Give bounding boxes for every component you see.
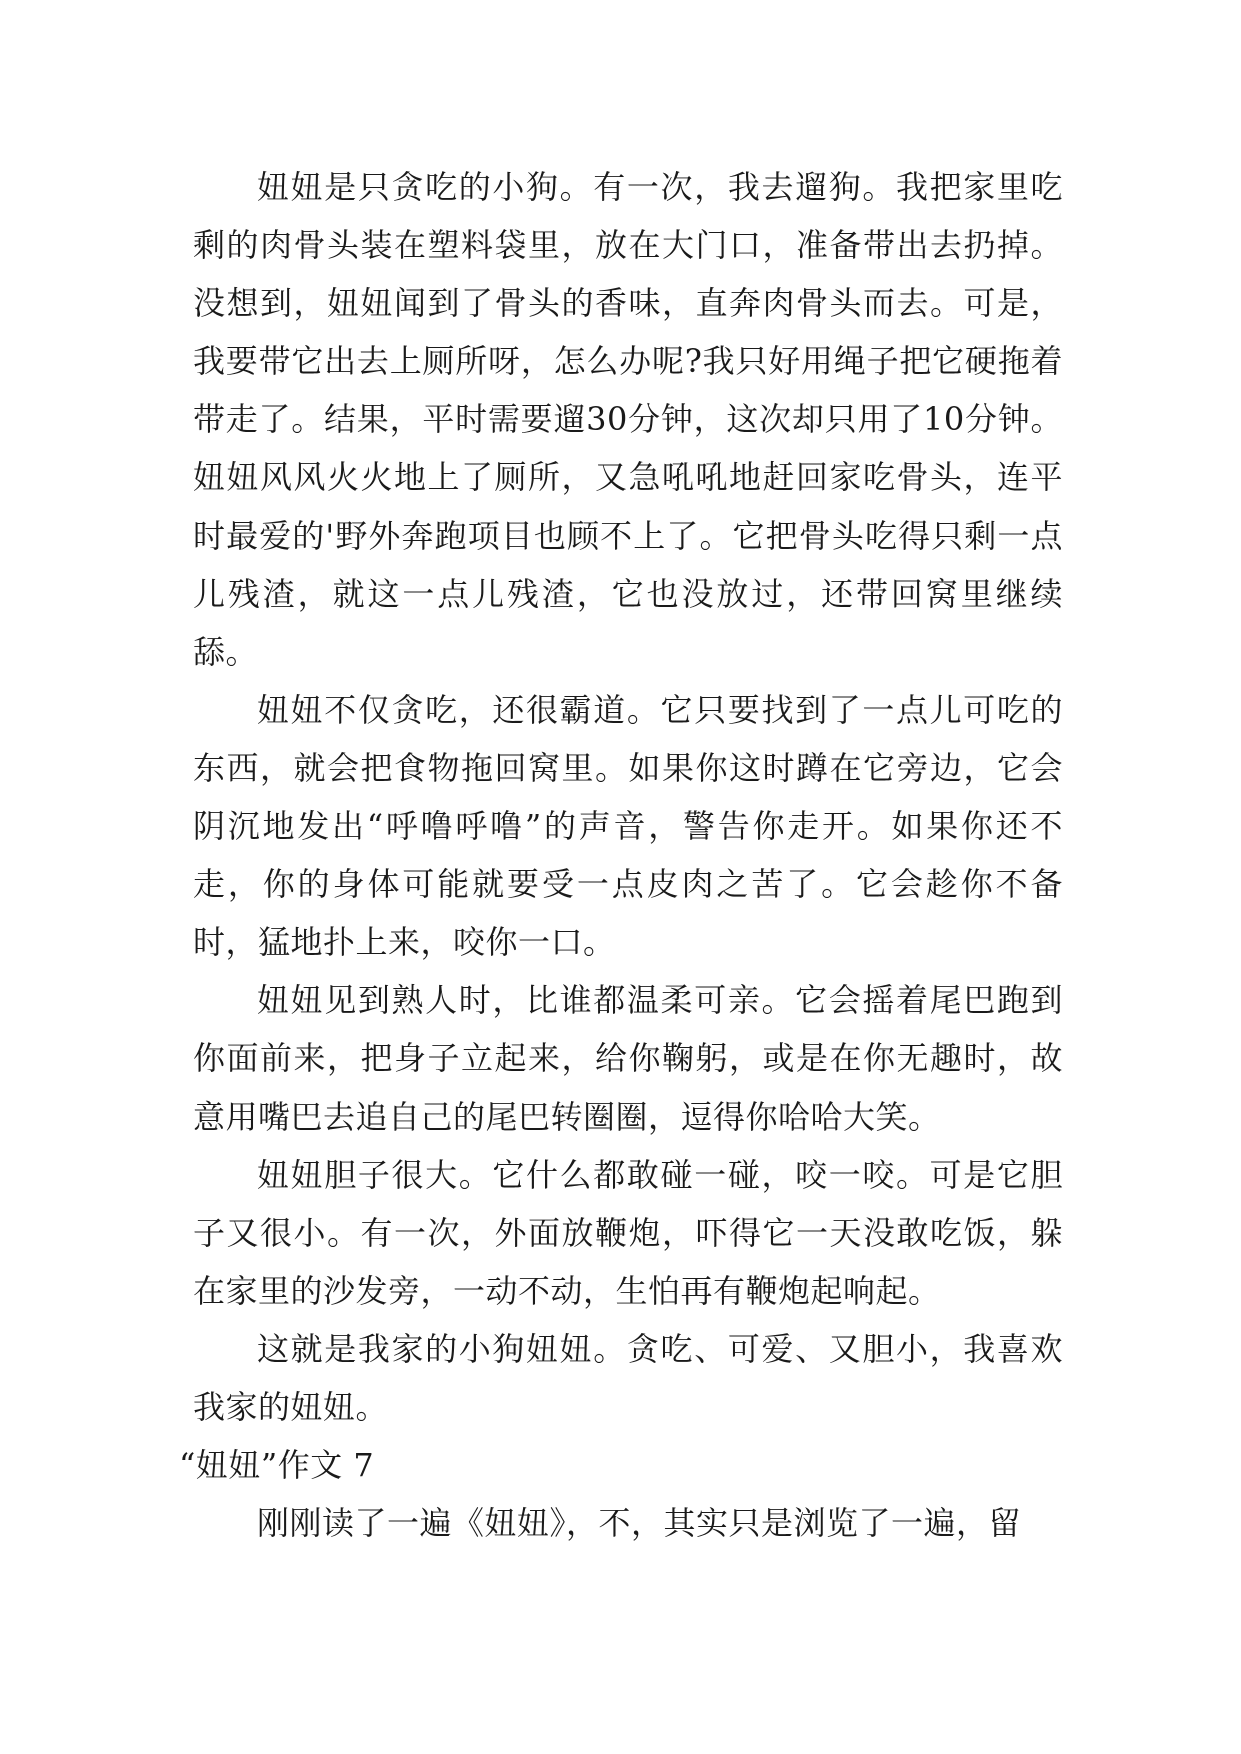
paragraph-timid: 妞妞胆子很大。它什么都敢碰一碰，咬一咬。可是它胆子又很小。有一次，外面放鞭炮，吓得它一天没敢吃饭，躲在家里的沙发旁，一动不动，生怕再有鞭炮起响起。 [193, 1155, 1063, 1310]
paragraph-greedy: 妞妞是只贪吃的小狗。有一次，我去遛狗。我把家里吃剩的肉骨头装在塑料袋里，放在大门口，准备带出去扔掉。没想到，妞妞闻到了骨头的香味，直奔肉骨头而去。可是，我要带它出去上厕所呀，怎么办呢?我只好用绳子把它硬拖着带走了。结果，平时需要遛30分钟，这次却只用了10分钟。妞妞风风火火地上了厕所，又急吼吼地赶回家吃骨头，连平时最爱的'野外奔跑项目也顾不上了。它把骨头吃得只剩一点儿残渣，就这一点儿残渣，它也没放过，还带回窝里继续舔。 [193, 168, 1063, 671]
paragraph-gentle: 妞妞见到熟人时，比谁都温柔可亲。它会摇着尾巴跑到你面前来，把身子立起来，给你鞠躬，或是在你无趣时，故意用嘴巴去追自己的尾巴转圈圈，逗得你哈哈大笑。 [193, 981, 1063, 1136]
document-page [179, 158, 1063, 1552]
paragraph-bossy: 妞妞不仅贪吃，还很霸道。它只要找到了一点儿可吃的东西，就会把食物拖回窝里。如果你这时蹲在它旁边，它会阴沉地发出“呼噜呼噜”的声音，警告你走开。如果你还不走，你的身体可能就要受一点皮肉之苦了。它会趁你不备时，猛地扑上来，咬你一口。 [193, 690, 1063, 962]
paragraph-next-essay: 刚刚读了一遍《妞妞》，不，其实只是浏览了一遍，留 [257, 1504, 1022, 1543]
essay-heading: “妞妞”作文 7 [179, 1446, 375, 1485]
paragraph-conclusion: 这就是我家的小狗妞妞。贪吃、可爱、又胆小，我喜欢我家的妞妞。 [193, 1329, 1063, 1426]
